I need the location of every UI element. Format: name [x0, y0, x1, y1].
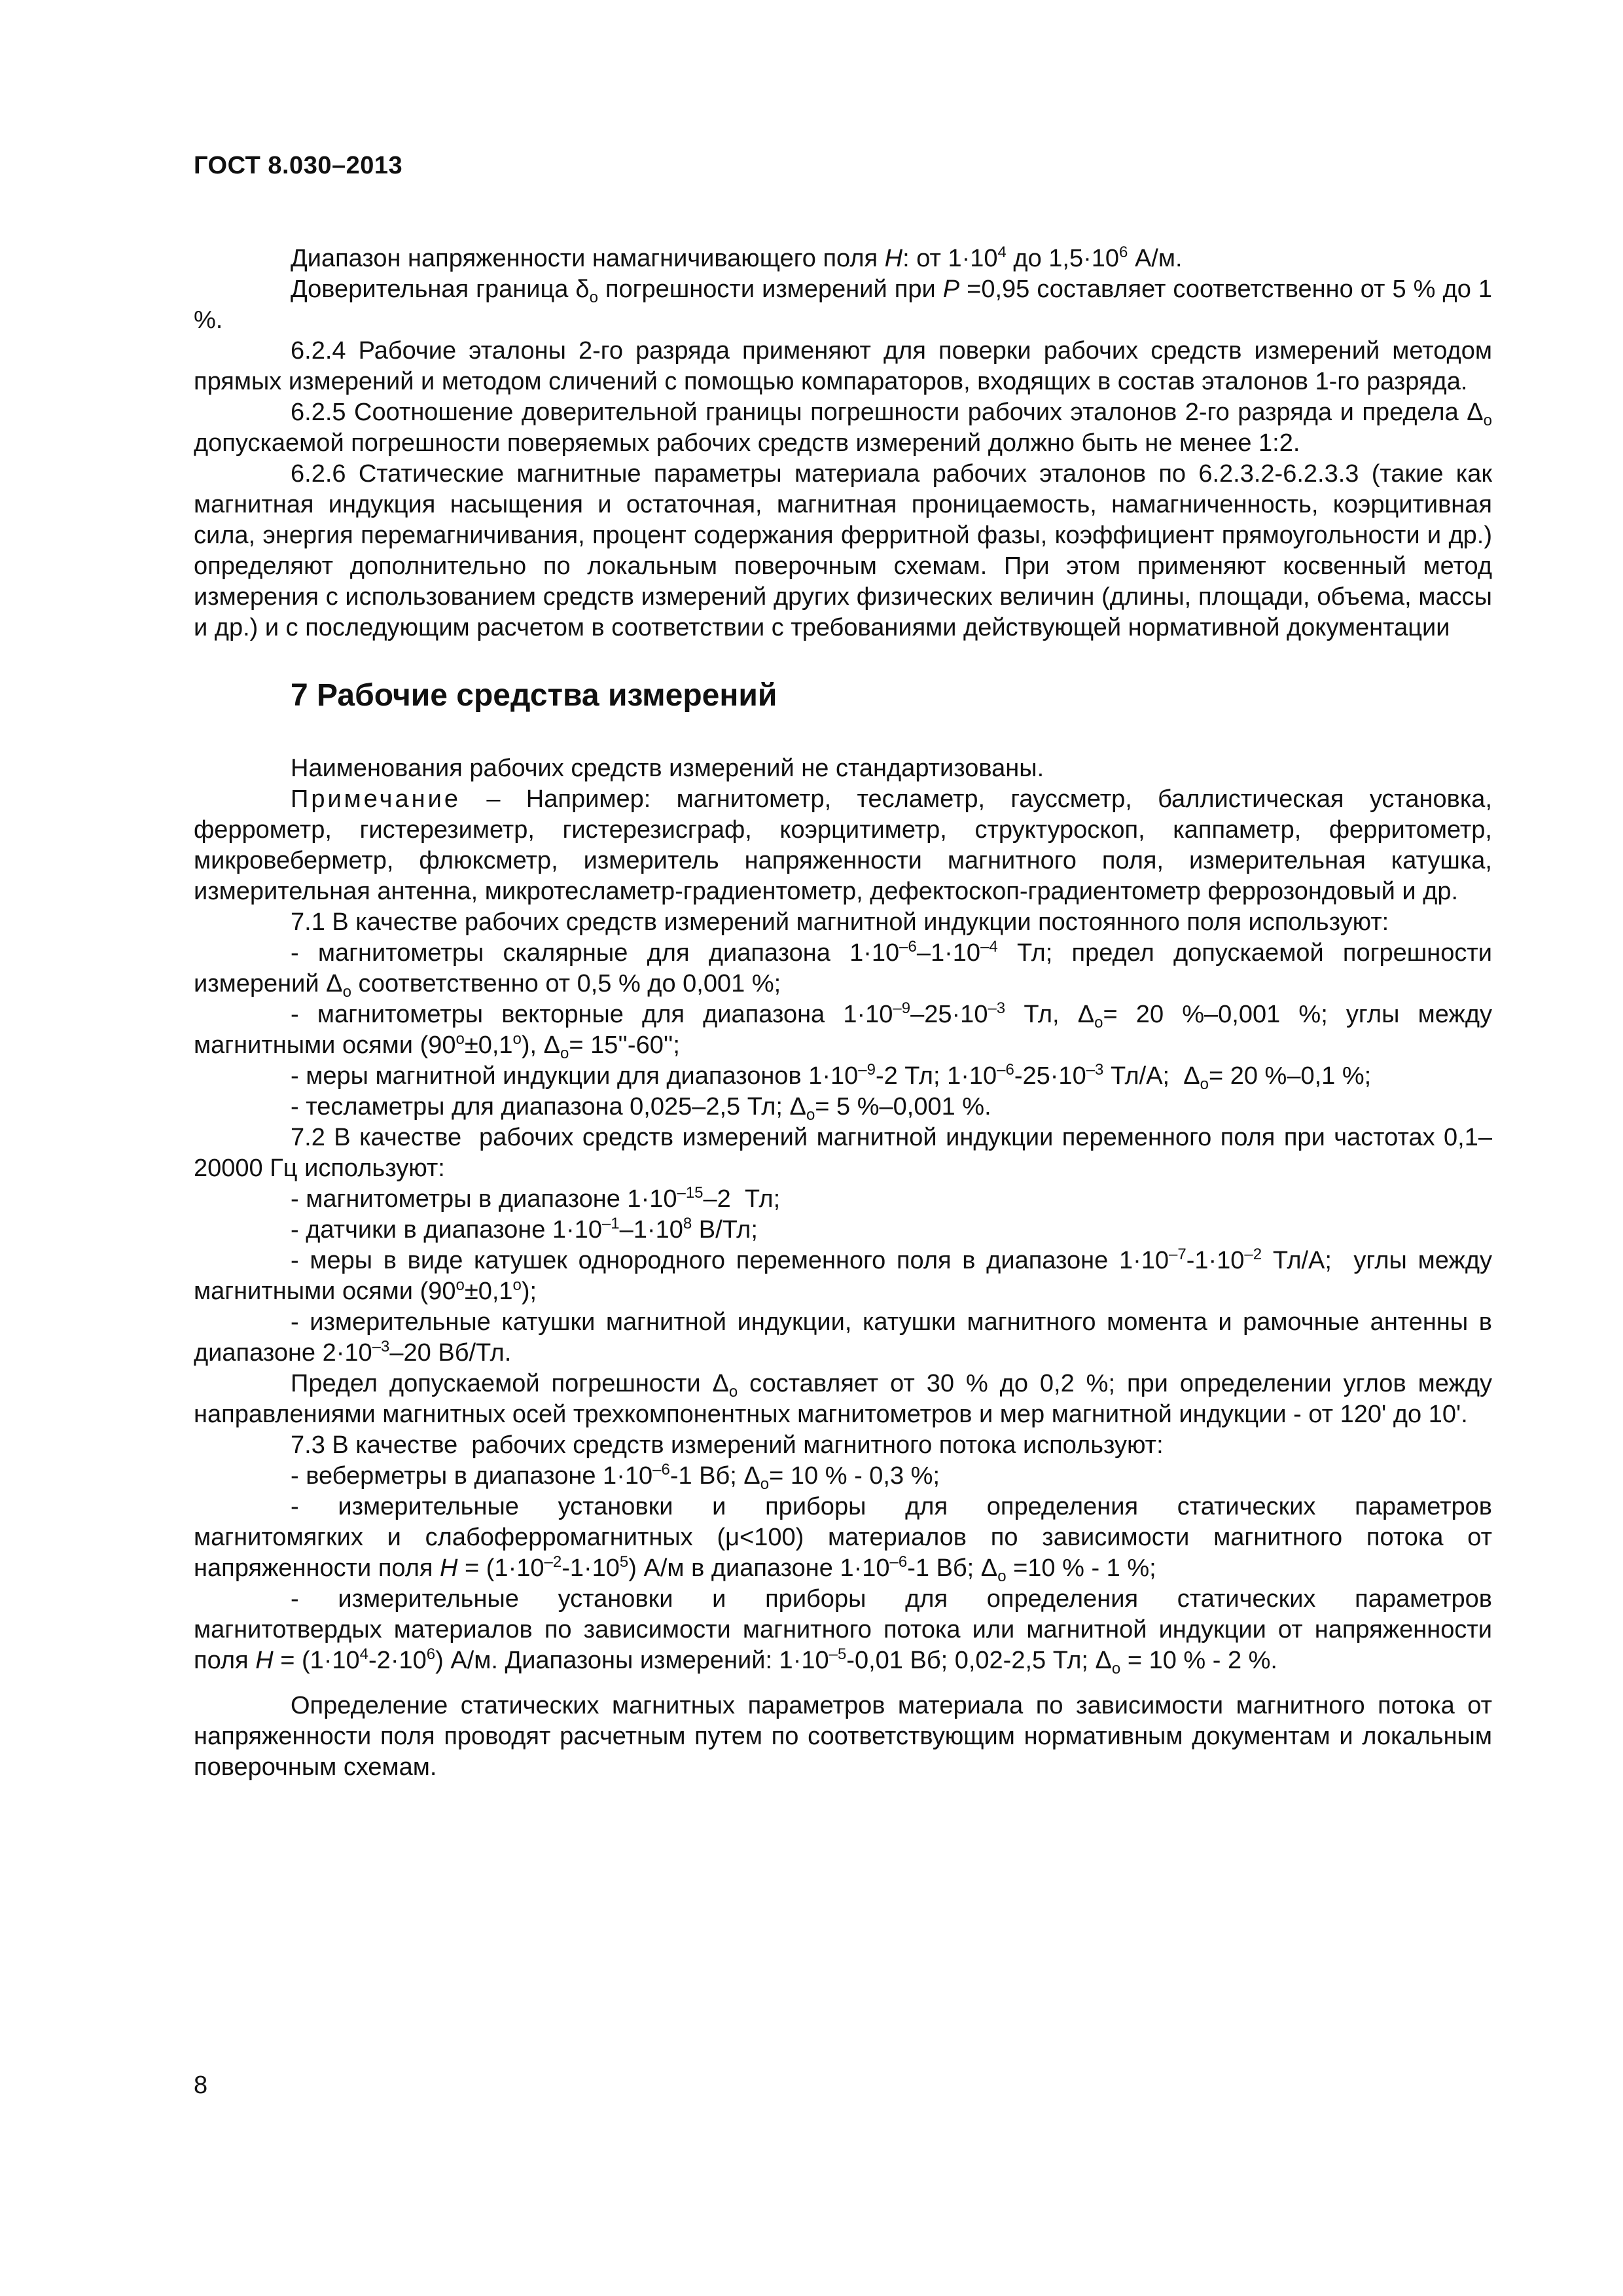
- paragraph-6-2-5: 6.2.5 Соотношение доверительной границы погрешности рабочих эталонов 2-го разряда и предела $\Delta_о$ допускаемой погрешности поверяемых рабочих средств измерений должно быть не менее 1:2.: [194, 399, 1492, 457]
- list-item-7-3-b: - измерительные установки и приборы для определения статических параметров магнитомягких и слабоферромагнитных (μ<100) материалов по зависимости магнитного потока от напряженности поля $H = (1\cdot 10^{-2}-1\cdot 10^5)$ А/м в диапазоне $1\cdot 10^{-6}-1$ Вб; $\Delta_о =10$ % - 1 %;: [194, 1493, 1492, 1585]
- list-item-7-3-a: - веберметры в диапазоне $1\cdot 10^{-6}-1$ Вб; $\Delta_о= 10$ % - 0,3 %;: [291, 1461, 940, 1493]
- list-item-7-1-c: - меры магнитной индукции для диапазонов $1\cdot 10^{-9}-2$ Тл; $1\cdot 10^{-6}-25\cdot 10^{-3}$ Тл/А; $\Delta_о= 20$ %–0,1 %;: [291, 1061, 1372, 1093]
- note-label: Примечание: [291, 785, 461, 813]
- document-body: [194, 243, 1492, 1783]
- paragraph-6-2-4: 6.2.4 Рабочие эталоны 2-го разряда применяют для поверки рабочих средств измерений методом прямых измерений и методом сличений с помощью компараторов, входящих в состав эталонов 1-го разряда.: [194, 337, 1492, 395]
- document-code: ГОСТ 8.030–2013: [194, 152, 403, 179]
- paragraph-6-2-6: 6.2.6 Статические магнитные параметры материала рабочих эталонов по 6.2.3.2-6.2.3.3 (такие как магнитная индукция насыщения и остаточная, магнитная проницаемость, намагниченность, коэрцитивная сила, энергия перемагничивания, процент содержания ферритной фазы, коэффициент прямоугольности и др.) определяют дополнительно по локальным поверочным схемам. При этом применяют косвенный метод измерения с использованием средств измерений других физических величин (длины, площади, объема, массы и др.) и с последующим расчетом в соответствии с требованиями действующей нормативной документации: [194, 460, 1492, 641]
- note-body: – Например: магнитометр, тесламетр, гауссметр, баллистическая установка, феррометр, гистерезиметр, гистерезисграф, коэрцитиметр, структуроскоп, каппаметр, ферритометр, микровеберметр, флюксметр, измеритель напряженности магнитного поля, измерительная катушка, измерительная антенна, микротесламетр-градиентометр, дефектоскоп-градиентометр феррозондовый и др.: [194, 785, 1492, 905]
- list-item-7-2-c: - меры в виде катушек однородного переменного поля в диапазоне $1\cdot 10^{-7}-1\cdot 10^{-2}$ Тл/А; углы между магнитными осями $(90^о\pm 0,1^о)$;: [194, 1246, 1492, 1305]
- list-item-7-3-c: - измерительные установки и приборы для определения статических параметров магнитотвердых материалов по зависимости магнитного потока или магнитной индукции от напряженности поля $H = (1\cdot 10^4-2\cdot 10^6)$ А/м. Диапазоны измерений: $1\cdot 10^{-5}-0,01$ Вб; 0,02-2,5 Тл; $\Delta_о = 10$ % - 2 %.: [194, 1585, 1492, 1677]
- list-item-7-1-a: - магнитометры скалярные для диапазона $1\cdot 10^{-6}-1\cdot 10^{-4}$ Тл; предел допускаемой погрешности измерений $\Delta_о$ соответственно от 0,5 % до 0,001 %;: [194, 938, 1493, 1001]
- list-item-7-2-b: - датчики в диапазоне $1\cdot 10^{-1}-1\cdot 10^8$ В/Тл;: [291, 1215, 758, 1244]
- list-item-7-2-a: - магнитометры в диапазоне $1\cdot 10^{-15}-2$ Тл;: [291, 1184, 781, 1213]
- paragraph-note: [194, 784, 1492, 907]
- paragraph-7-2: 7.2 В качестве рабочих средств измерений магнитной индукции переменного поля при частотах 0,1–20000 Гц используют:: [194, 1124, 1492, 1182]
- paragraph-7-3: 7.3 В качестве рабочих средств измерений магнитного потока используют:: [291, 1431, 1164, 1459]
- paragraph-7-2-limit: Предел допускаемой погрешности $\Delta_о$ составляет от 30 % до 0,2 %; при определении углов между направлениями магнитных осей трехкомпонентных магнитометров и мер магнитной индукции - от 120' до 10'.: [194, 1370, 1492, 1428]
- page-number: 8: [194, 2072, 208, 2099]
- list-item-7-1-d: - тесламетры для диапазона 0,025–2,5 Тл; $\Delta_о= 5$ %–0,001 %.: [291, 1093, 991, 1124]
- paragraph-7-3-final: Определение статических магнитных параметров материала по зависимости магнитного потока от напряженности поля проводят расчетным путем по соответствующим нормативным документам и локальным поверочным схемам.: [194, 1692, 1492, 1781]
- list-item-7-1-b: - магнитометры векторные для диапазона $1\cdot 10^{-9}-25\cdot 10^{-3}$ Тл, $\Delta_о= 20$ %–0,001 %; углы между магнитными осями $(90^о\pm 0,1^о)$, $\Delta_о= 15''-60''$;: [194, 999, 1493, 1062]
- section-heading-7: 7 Рабочие средства измерений: [291, 678, 777, 713]
- list-item-7-2-d: - измерительные катушки магнитной индукции, катушки магнитного момента и рамочные антенны в диапазоне $2\cdot 10^{-3}-20$ Вб/Тл.: [194, 1308, 1492, 1367]
- paragraph-field-range: Диапазон напряженности намагничивающего поля H: от $1\cdot 10^4$ до $1,5\cdot 10^6$ А/м.: [291, 243, 1183, 272]
- paragraph-section7-intro: Наименования рабочих средств измерений не стандартизованы.: [291, 755, 1044, 782]
- paragraph-7-1: 7.1 В качестве рабочих средств измерений магнитной индукции постоянного поля используют:: [291, 908, 1389, 936]
- paragraph-confidence-bound: Доверительная граница $\delta_о$ погрешности измерений при P =0,95 составляет соответственно от 5 % до 1 %.: [194, 276, 1493, 334]
